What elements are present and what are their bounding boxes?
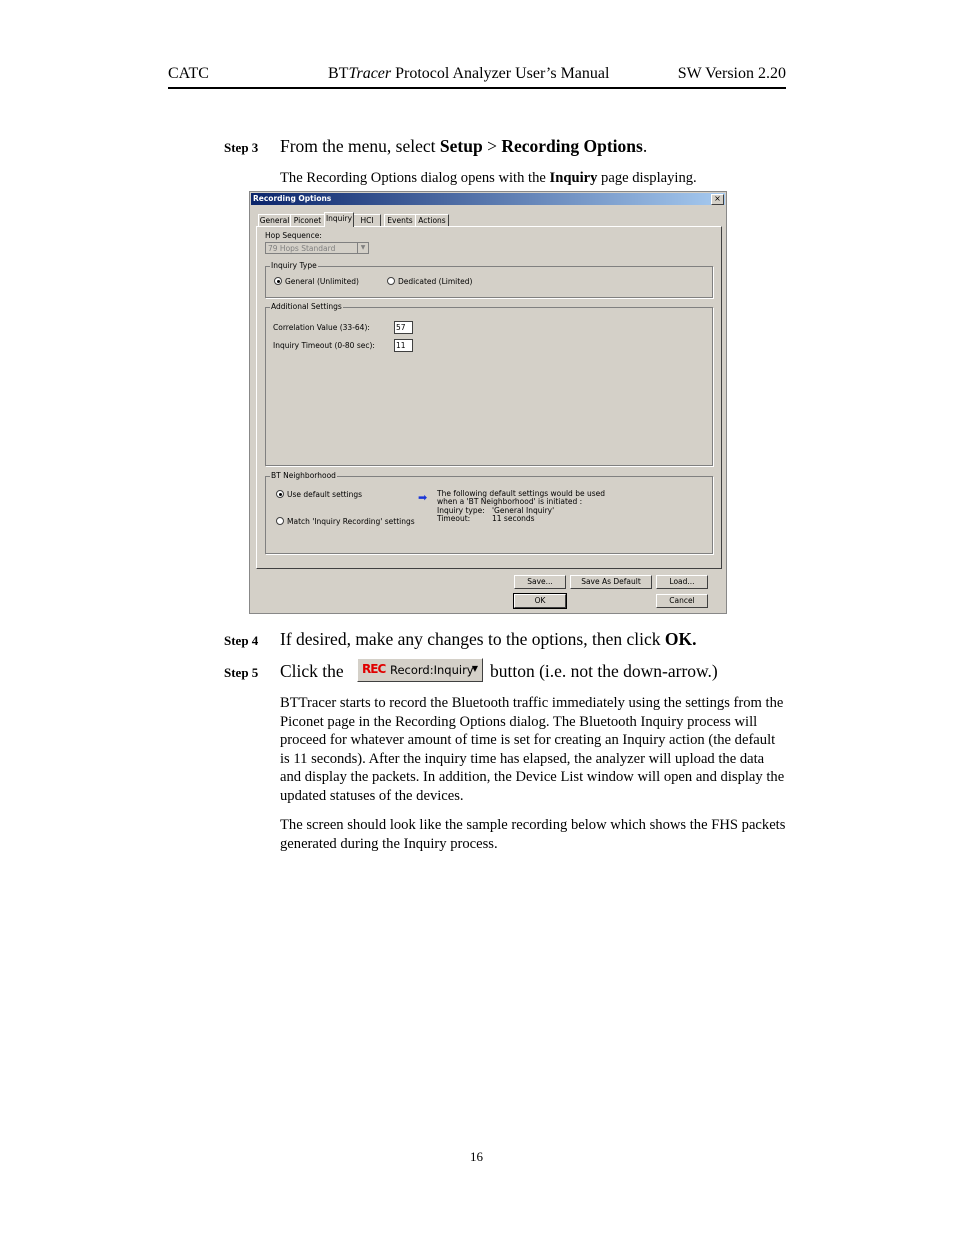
- step-3-recording-options: Recording Options: [501, 136, 643, 156]
- step-4-label: Step 4: [224, 633, 259, 648]
- step-3-separator: >: [482, 136, 502, 156]
- step-4-ok: OK.: [664, 629, 697, 649]
- tab-events[interactable]: Events: [384, 214, 416, 227]
- header-title-italic: Tracer: [348, 65, 392, 82]
- step-5-text-before: Click the: [280, 661, 344, 681]
- use-default-settings-radio[interactable]: [276, 490, 284, 498]
- general-unlimited-label: General (Unlimited): [285, 277, 359, 286]
- step-4-text-before: If desired, make any changes to the options, then click: [280, 629, 665, 649]
- record-inquiry-label: Record:Inquiry: [390, 663, 474, 677]
- rec-icon: REC: [362, 662, 386, 676]
- header-title-suffix: Protocol Analyzer User’s Manual: [391, 65, 610, 82]
- bt-neighborhood-title: BT Neighborhood: [271, 471, 336, 480]
- bt-neighborhood-group: [265, 471, 713, 554]
- tab-hci[interactable]: HCI: [353, 214, 381, 227]
- bt-info-line2: when a 'BT Neighborhood' is initiated :: [437, 497, 583, 506]
- additional-settings-group: [265, 302, 713, 466]
- tab-general[interactable]: General: [259, 216, 290, 225]
- step-5-text-after: button (i.e. not the down-arrow.): [490, 661, 718, 681]
- inquiry-timeout-input[interactable]: 11: [394, 339, 413, 352]
- note-after: page displaying.: [597, 170, 697, 186]
- correlation-input[interactable]: 57: [394, 321, 413, 334]
- save-button[interactable]: Save...: [514, 575, 566, 589]
- dedicated-limited-radio[interactable]: [387, 277, 395, 285]
- inquiry-timeout-label: Inquiry Timeout (0-80 sec):: [273, 341, 375, 350]
- step-3-label: Step 3: [224, 140, 259, 155]
- step-3-note: [280, 169, 786, 188]
- match-inquiry-radio[interactable]: [276, 517, 284, 525]
- page-number: 16: [470, 1149, 483, 1164]
- save-as-default-button[interactable]: Save As Default: [570, 575, 652, 589]
- dialog-title: Recording Options: [253, 194, 332, 203]
- header-title-prefix: BT: [328, 65, 349, 82]
- use-default-settings-label: Use default settings: [287, 490, 363, 499]
- hop-sequence-value: 79 Hops Standard: [268, 244, 336, 253]
- close-icon[interactable]: ×: [711, 194, 724, 205]
- additional-settings-title: Additional Settings: [271, 302, 342, 311]
- step-5-label: Step 5: [224, 665, 259, 680]
- bt-info-timeout-label: Timeout:: [437, 514, 471, 523]
- step-3-setup: Setup: [439, 136, 483, 156]
- tab-actions[interactable]: Actions: [415, 214, 449, 227]
- bt-info-timeout-value: 11 seconds: [492, 514, 535, 523]
- header-version: SW Version 2.20: [677, 65, 786, 82]
- step-3-text: [280, 136, 647, 157]
- header-company: CATC: [168, 65, 209, 82]
- step-4-text: [280, 629, 697, 650]
- tab-piconet[interactable]: Piconet: [290, 214, 325, 227]
- dialog-title-bar: [251, 193, 725, 205]
- note-before: The Recording Options dialog opens with the: [280, 170, 550, 186]
- step-3-text-before: From the menu, select: [280, 136, 440, 156]
- note-bold: Inquiry: [549, 170, 598, 186]
- load-button[interactable]: Load...: [656, 575, 708, 589]
- bt-info-type-label: Inquiry type:: [437, 506, 485, 515]
- step-3-period: .: [642, 136, 648, 156]
- running-header: [168, 65, 786, 89]
- header-title: [328, 65, 609, 83]
- correlation-label: Correlation Value (33-64):: [273, 323, 370, 332]
- match-inquiry-label: Match 'Inquiry Recording' settings: [287, 517, 415, 526]
- record-inquiry-button[interactable]: [357, 658, 483, 682]
- body-paragraph-1: BTTracer starts to record the Bluetooth traffic immediately using the settings from the Piconet page in the Recording Options dialog. The Bluetooth Inquiry process will proceed for whatever amount of time is set for creating an Inquiry action (the default is 11 seconds). After the inquiry time has elapsed, the analyzer will upload the data and display the packets. In addition, the Device List window will open and display the updated statuses of the devices.: [280, 695, 785, 804]
- chevron-down-icon[interactable]: ▼: [471, 664, 478, 673]
- arrow-right-icon: ➡: [418, 491, 428, 504]
- inquiry-type-group: [265, 261, 713, 298]
- tab-inquiry[interactable]: Inquiry: [324, 212, 354, 227]
- inquiry-type-title: Inquiry Type: [271, 261, 317, 270]
- bt-info-type-value: 'General Inquiry': [492, 506, 555, 515]
- body-paragraph-2: The screen should look like the sample recording below which shows the FHS packets generated during the Inquiry process.: [280, 817, 786, 852]
- dedicated-limited-label: Dedicated (Limited): [398, 277, 473, 286]
- general-unlimited-radio[interactable]: [274, 277, 282, 285]
- hop-sequence-label: Hop Sequence:: [265, 231, 322, 240]
- cancel-button[interactable]: Cancel: [656, 594, 708, 608]
- bt-info-line1: The following default settings would be used: [437, 489, 605, 498]
- ok-button[interactable]: OK: [514, 594, 566, 608]
- inquiry-tab-panel: [256, 226, 722, 569]
- recording-options-dialog: [249, 191, 727, 614]
- chevron-down-icon: ▼: [357, 243, 368, 253]
- hop-sequence-select: [265, 242, 369, 254]
